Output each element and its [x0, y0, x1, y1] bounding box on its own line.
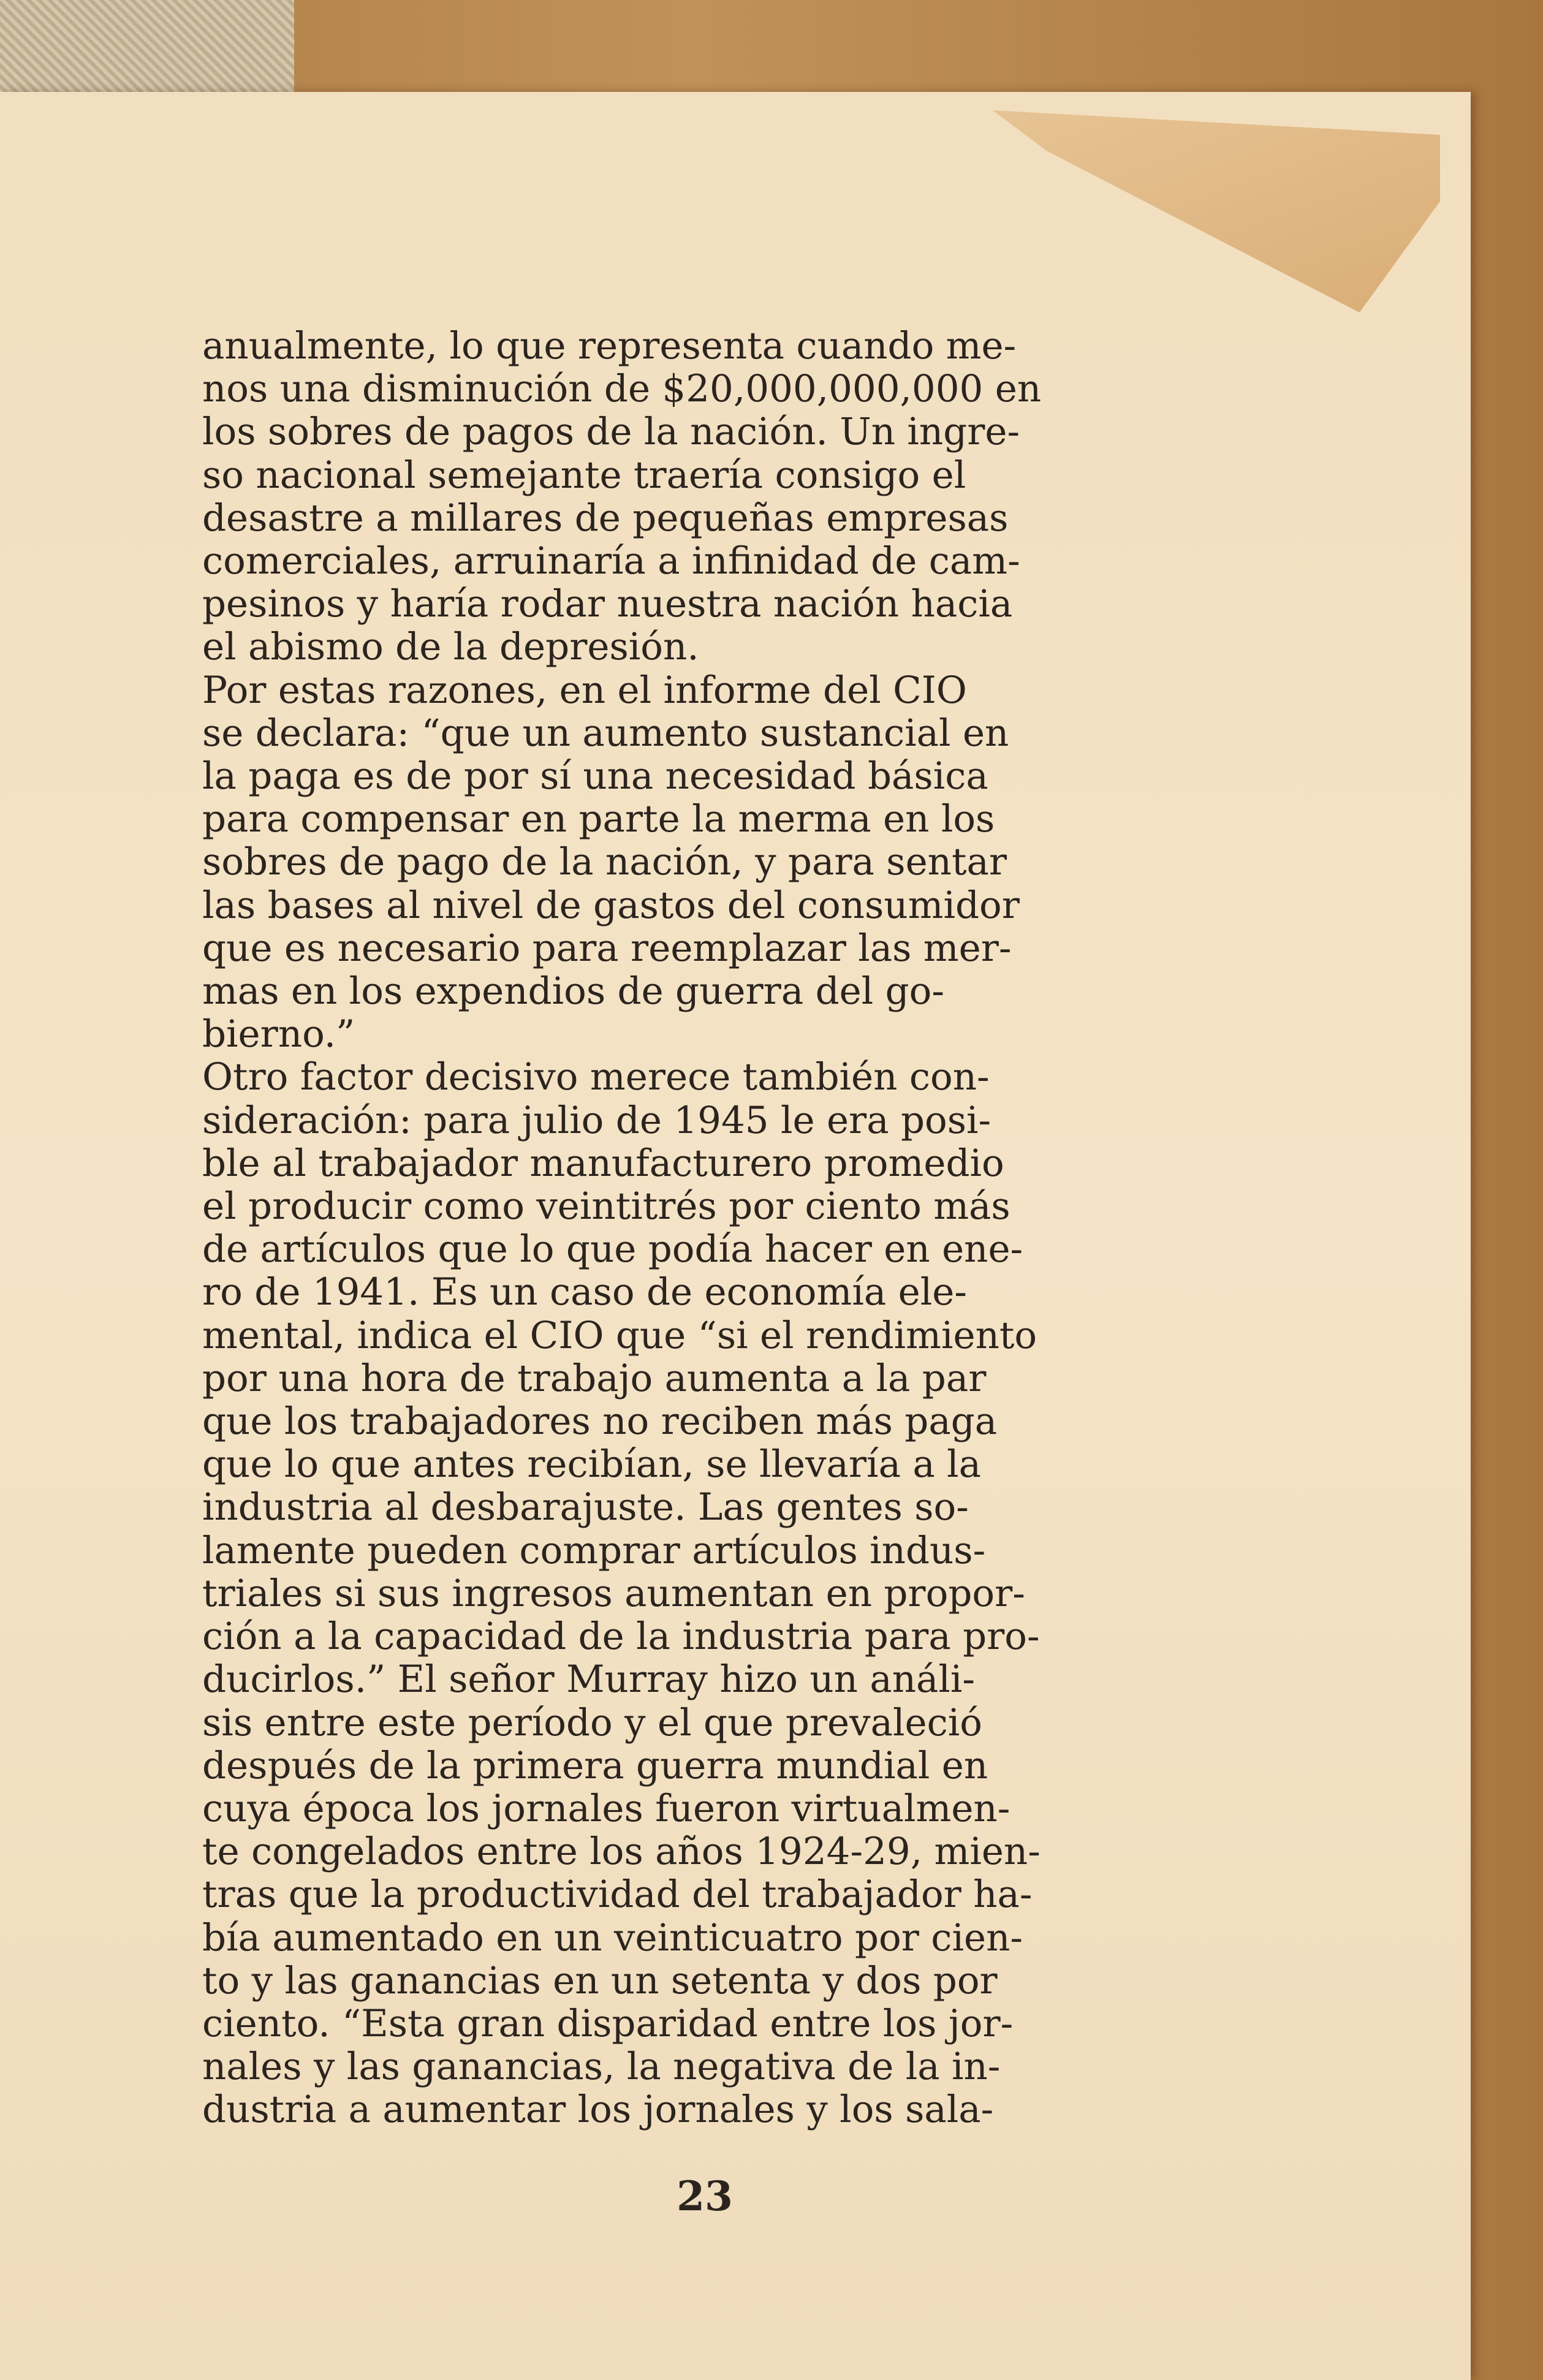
paragraph-2: Por estas razones, en el informe del CIO se declara: “que un aumento sustancial en la paga es de por sí una necesidad básica para compensar en parte la merma en los sobres de pago de la nación, y para sentar las bases al nivel de gastos del consumidor que es necesario para reemplazar las mer- mas en los expendios de guerra del go- bierno.”	[202, 668, 1020, 1056]
page-text-block	[202, 325, 1256, 2132]
paragraph-1: anualmente, lo que representa cuando me- nos una disminución de $20,000,000,000 en los sobres de pagos de la nación. Un ingre- so nacional semejante traería consigo el desastre a millares de pequeñas empresas comerciales, arruinaría a infinidad de cam- pesinos y haría rodar nuestra nación hacia el abismo de la depresión.	[202, 324, 1042, 669]
page-number: 23	[677, 2172, 733, 2220]
paragraph-3: Otro factor decisivo merece también con- sideración: para julio de 1945 le era posi- ble al trabajador manufacturero promedio el producir como veintitrés por ciento más de artículos que lo que podía hacer en ene- ro de 1941. Es un caso de economía ele- mental, indica el CIO que “si el rendimiento por una hora de trabajo aumenta a la par que los trabajadores no reciben más paga que lo que antes recibían, se llevaría a la industria al desbarajuste. Las gentes so- lamente pueden comprar artículos indus- triales si sus ingresos aumentan en propor- ción a la capacidad de la industria para pro- ducirlos.” El señor Murray hizo un análi- sis entre este período y el que prevaleció después de la primera guerra mundial en cuya época los jornales fueron virtualmen- te congelados entre los años 1924-29, mien- tras que la productividad del trabajador ha- bía aumentado en un veinticuatro por cien- to y las ganancias en un setenta y dos por ciento. “Esta gran disparidad entre los jor- nales y las ganancias, la negativa de la in- dustria a aumentar los jornales y los sala-	[202, 1055, 1041, 2132]
cloth-binding-corner	[0, 0, 294, 104]
